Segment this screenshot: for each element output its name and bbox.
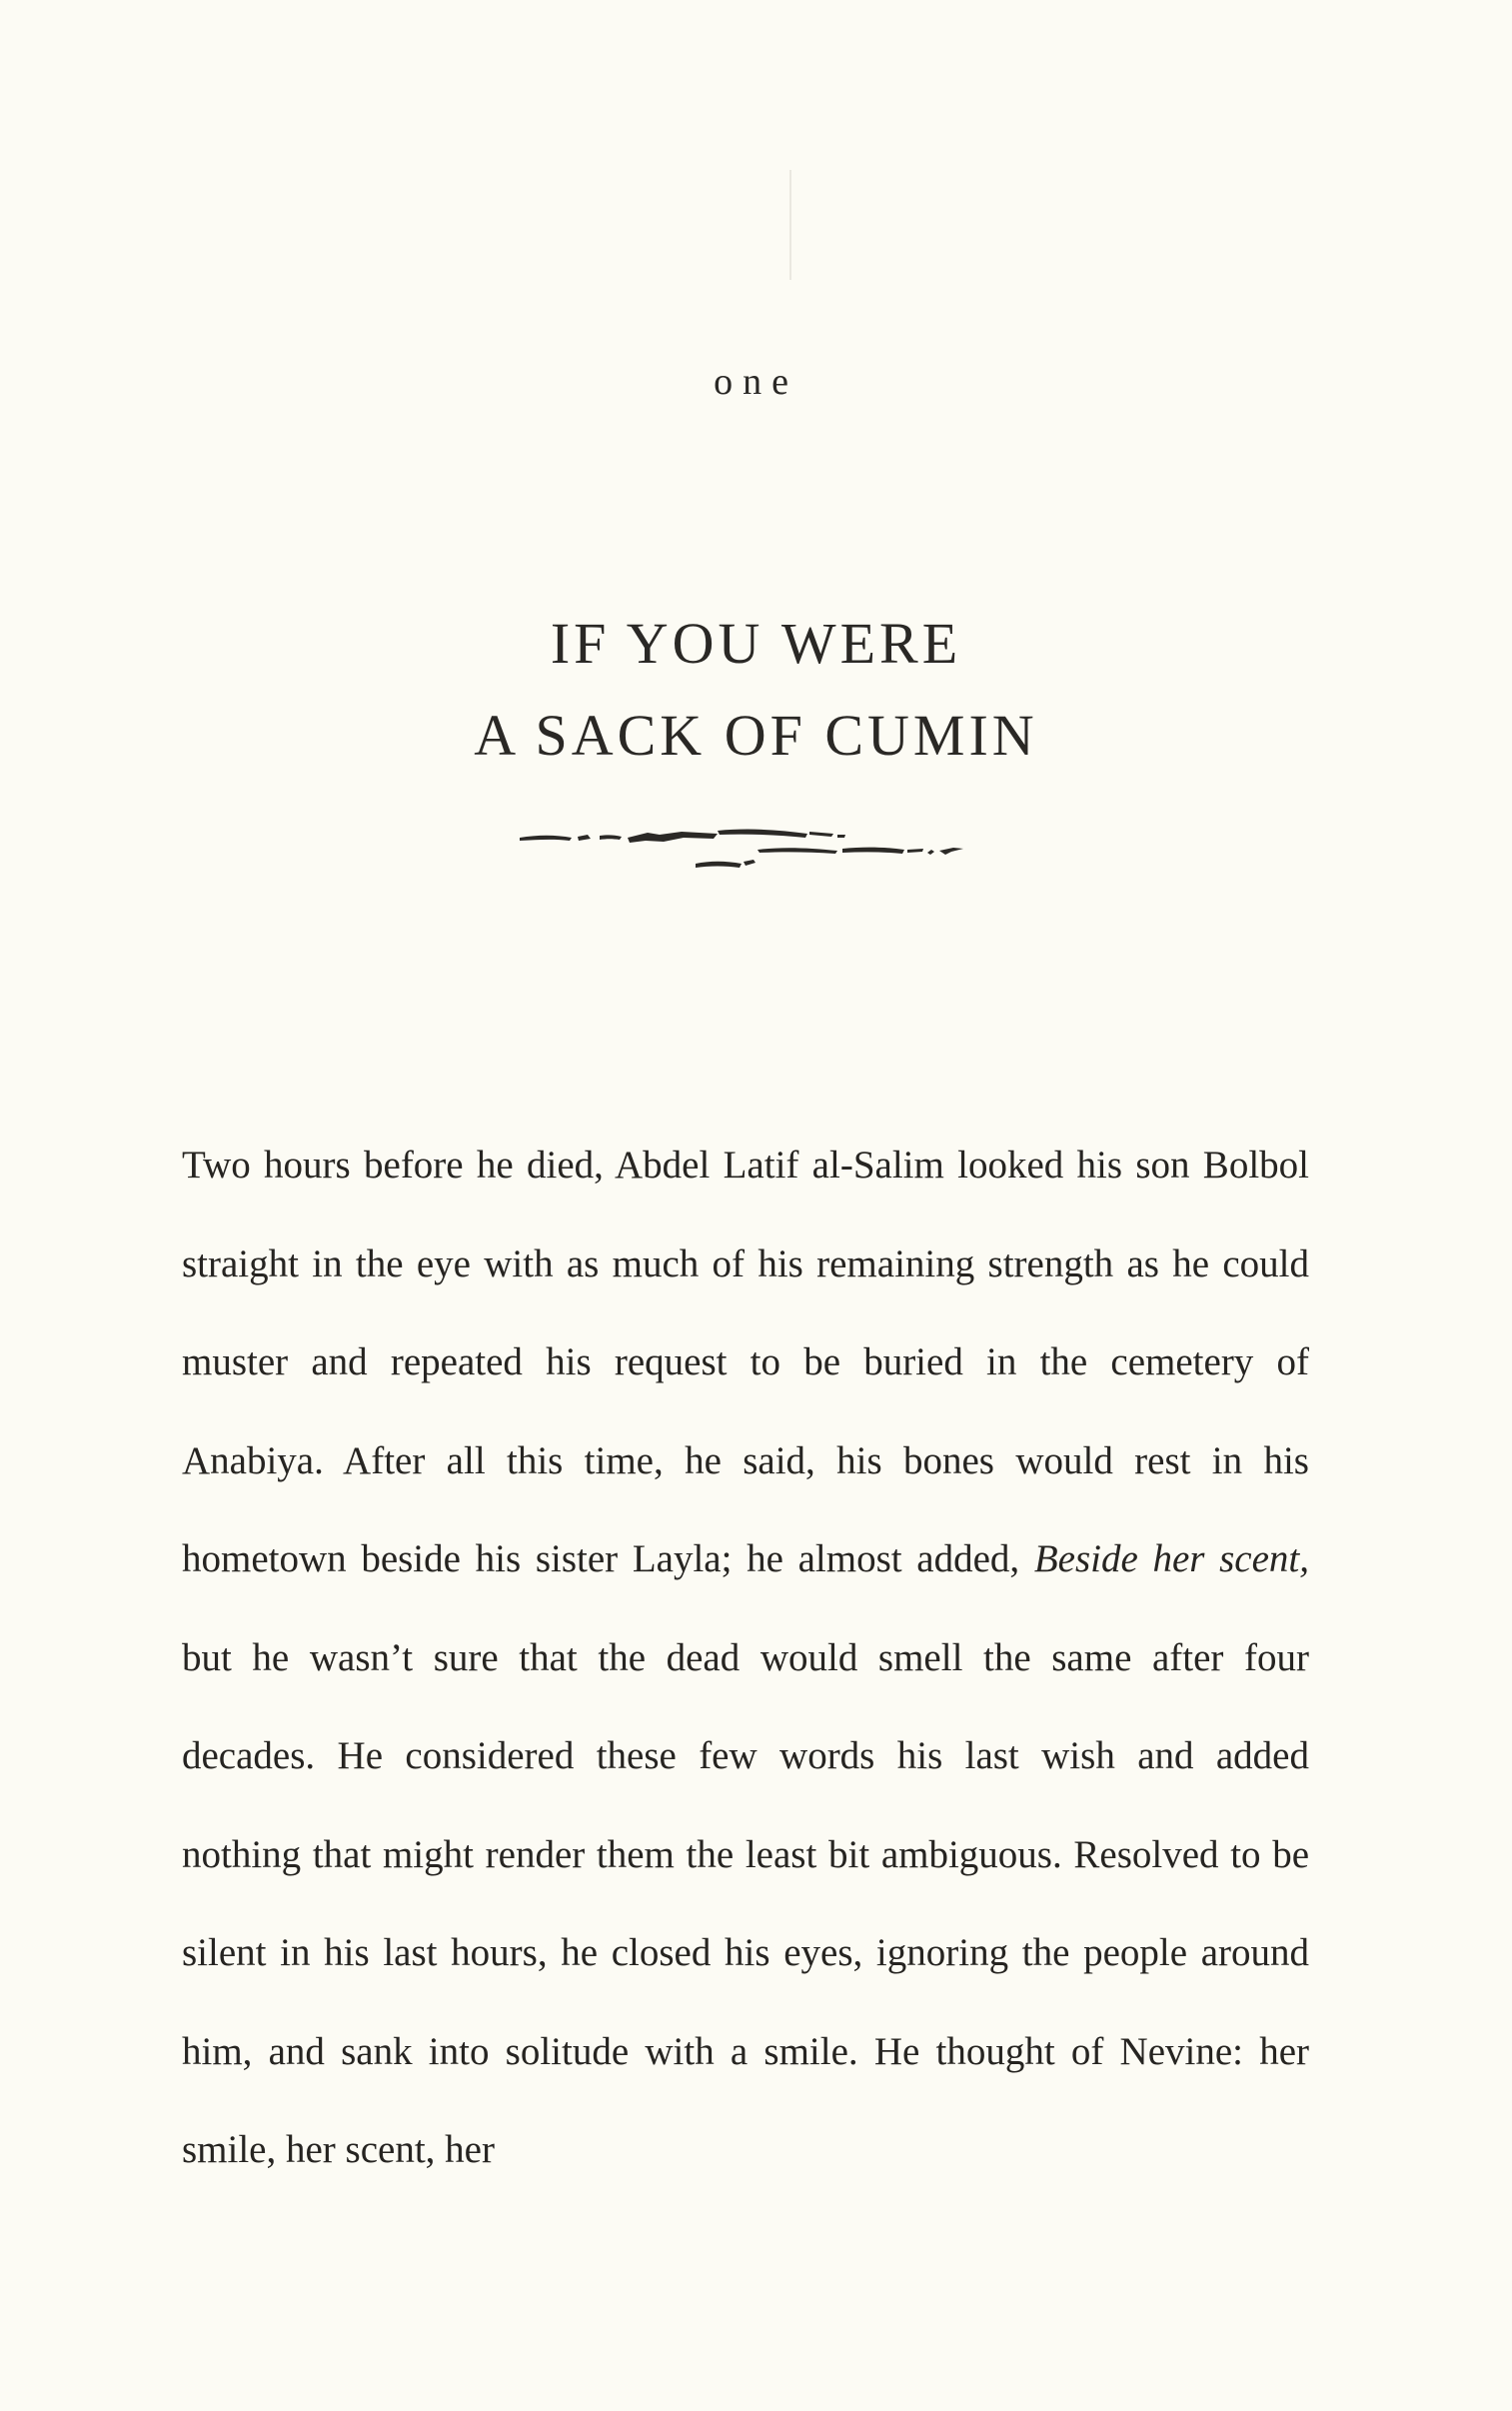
chapter-title-line-2: A SACK OF CUMIN xyxy=(474,703,1038,768)
paragraph-text-start: Two hours before he died, Abdel Latif al-Salim looked his son Bolbol straight in the eye with as much of his remaining strength as he could muster and repeated his request to be buried in the cemetery of Anabiya. After all this time, he said, his bones would rest in his hometown beside his sister Layla; he almost added, xyxy=(182,1144,1309,1580)
scan-artifact-line xyxy=(789,170,791,280)
chapter-title xyxy=(0,598,1512,782)
chapter-number: one xyxy=(714,361,798,403)
decorative-flourish-icon xyxy=(508,822,983,878)
paragraph-text xyxy=(182,1117,1309,2200)
paragraph-text-end: but he wasn’t sure that the dead would smell the same after four decades. He considered these few words his last wish and added nothing that might render them the least bit ambiguous. Resolved to be silent in his last hours, he closed his eyes, ignoring the people around him, and sank into solitude with a smile. He thought of Nevine: her smile, her scent, her xyxy=(182,1635,1309,2171)
body-paragraph xyxy=(182,1117,1309,2200)
chapter-title-line-1: IF YOU WERE xyxy=(550,611,962,676)
italic-phrase: Beside her scent, xyxy=(1033,1537,1310,1580)
